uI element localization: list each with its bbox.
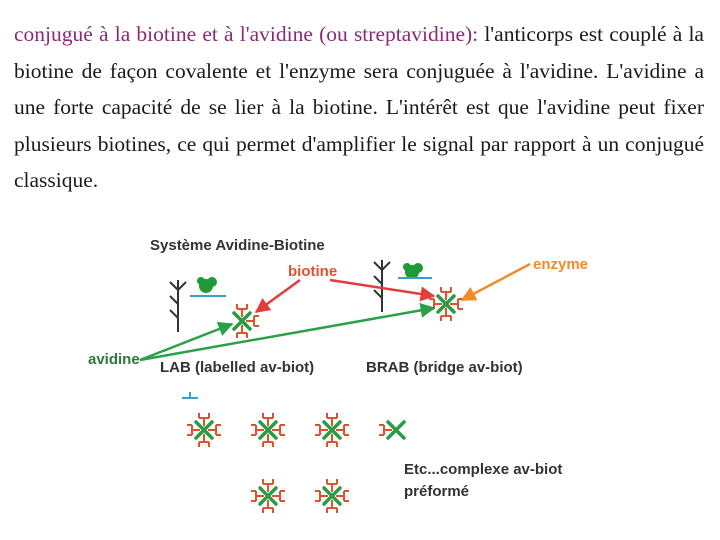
enzyme-icon xyxy=(197,277,217,293)
complex-label-line2: préformé xyxy=(404,483,470,500)
biotine-label: biotine xyxy=(288,263,338,280)
lab-label: LAB (labelled av-biot) xyxy=(160,359,315,376)
enzyme-arrow xyxy=(462,264,530,300)
avidine-arrow xyxy=(140,324,232,360)
complex-label-line1: Etc...complexe av-biot xyxy=(404,461,563,478)
avidine-label: avidine xyxy=(88,351,140,368)
brab-label: BRAB (bridge av-biot) xyxy=(366,359,523,376)
preformed-complex xyxy=(182,392,404,513)
avidin-biotin-diagram xyxy=(0,226,720,540)
diagram-title: Système Avidine-Biotine xyxy=(150,237,325,254)
avidine-arrow-2 xyxy=(140,308,434,360)
lab-group xyxy=(170,277,259,338)
enzyme-icon xyxy=(403,263,423,279)
body-text: l'anticorps est couplé à la biotine de façon covalente et l'enzyme sera conjuguée à l'avidine. L'avidine a une forte capacité de se lier à la biotine. L'intérêt est que l'avidine peut fixer plusieurs biotines, ce qui permet d'amplifier le signal par rapport à un conjugué classique. xyxy=(14,22,704,192)
lead-phrase: conjugué à la biotine et à l'avidine (ou streptavidine): xyxy=(14,22,479,46)
enzyme-label: enzyme xyxy=(533,256,589,273)
biotine-arrow xyxy=(256,280,300,312)
description-paragraph xyxy=(14,16,704,199)
